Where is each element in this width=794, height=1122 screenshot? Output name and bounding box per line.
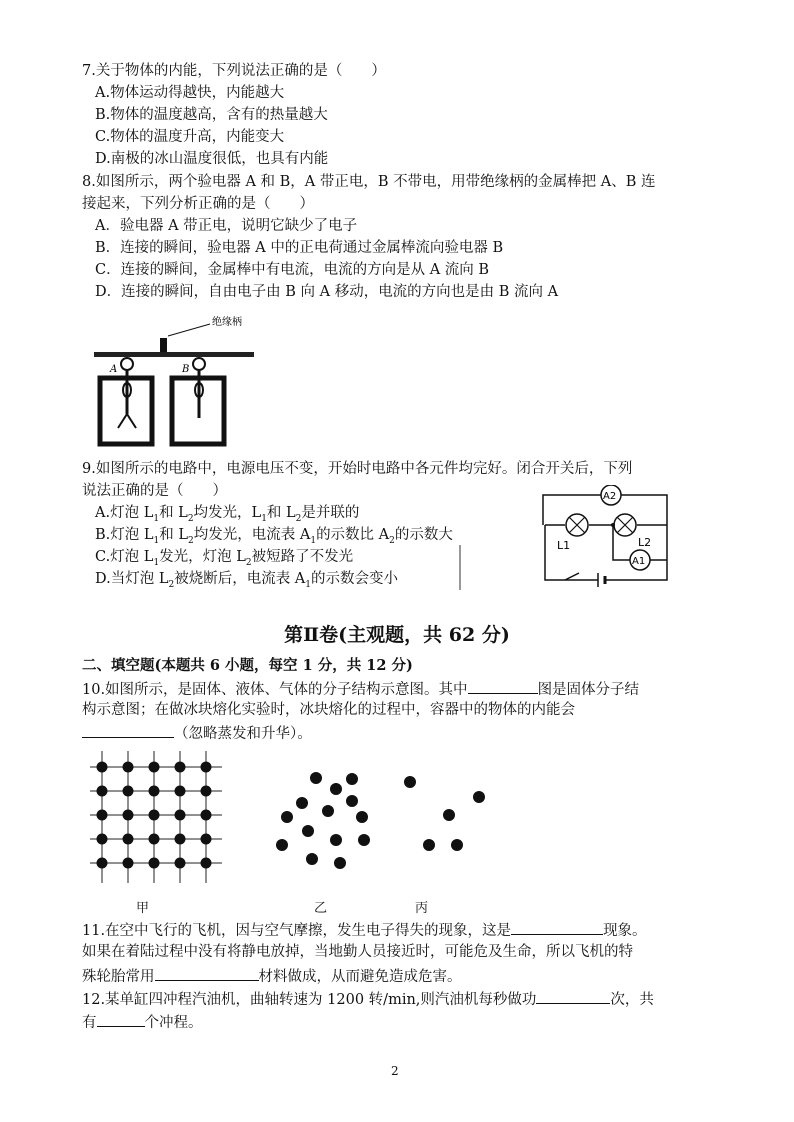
q10-blank-1[interactable]: [468, 677, 538, 694]
lattice-molecule: [175, 858, 186, 869]
q12-line2: 有 个冲程。: [82, 1010, 203, 1034]
q8-option-c: C．连接的瞬间，金属棒中有电流，电流的方向是从 A 流向 B: [95, 262, 490, 278]
q10-line1: 10.如图所示，是固体、液体、气体的分子结构示意图。其中 图是固体分子结: [82, 677, 639, 701]
metal-rod: [94, 352, 254, 357]
q9-option-a: A.灯泡 $L_1$和 $L_2$均发光，$L_1$和 $L_2$是并联的: [95, 505, 360, 524]
q8-option-d: D．连接的瞬间，自由电子由 B 向 A 移动，电流的方向也是由 B 流向 A: [95, 284, 559, 300]
q8-option-b: B．连接的瞬间，验电器 A 中的正电荷通过金属棒流向验电器 B: [95, 240, 504, 256]
figure-label-yi: 乙: [314, 901, 328, 916]
lattice-molecule: [123, 810, 134, 821]
lattice-molecule: [175, 834, 186, 845]
q9-stem-line2: 说法正确的是（ ）: [82, 483, 227, 499]
lattice-molecule: [149, 810, 160, 821]
lattice-molecule: [175, 810, 186, 821]
q8-option-a: A．验电器 A 带正电，说明它缺少了电子: [95, 218, 358, 234]
lattice-molecule: [175, 786, 186, 797]
lattice-molecule: [123, 858, 134, 869]
section-heading-fill-in: 二、填空题(本题共 6 小题，每空 1 分，共 12 分): [82, 657, 413, 674]
lattice-molecule: [201, 786, 212, 797]
q10-line2: 构示意图；在做冰块熔化实验时，冰块熔化的过程中，容器中的物体的内能会: [82, 702, 575, 718]
lattice-molecule: [201, 834, 212, 845]
q11-line2: 如果在着陆过程中没有将静电放掉，当地勤人员接近时，可能危及生命，所以飞机的特: [82, 944, 633, 960]
q9-option-d: D.当灯泡 $L_2$被烧断后，电流表 $A_1$的示数会变小: [95, 571, 399, 590]
q7-option-a: A.物体运动得越快，内能越大: [95, 85, 285, 101]
circuit-figure: [455, 485, 685, 590]
q10-blank-2[interactable]: [82, 721, 174, 738]
gas-molecules: [404, 776, 485, 851]
lattice-molecule: [123, 786, 134, 797]
page-number: 2: [391, 1064, 399, 1078]
q7-option-c: C.物体的温度升高，内能变大: [95, 129, 285, 145]
lattice-molecule: [149, 762, 160, 773]
q9-option-c: C.灯泡 $L_1$发光，灯泡 $L_2$被短路了不发光: [95, 549, 354, 568]
q12-blank-1[interactable]: [536, 987, 610, 1004]
lattice-molecule: [149, 834, 160, 845]
q12-line1: 12.某单缸四冲程汽油机，曲轴转速为 1200 转/min,则汽油机每秒做功 次，共: [82, 987, 654, 1011]
electroscope-figure: [88, 310, 268, 452]
q9-stem-line1: 9.如图所示的电路中，电源电压不变，开始时电路中各元件均完好。闭合开关后，下列: [82, 461, 633, 477]
insulating-handle-label: 绝缘柄: [212, 317, 242, 328]
electroscope-b-label: B: [182, 364, 190, 375]
svg-text:L2: L2: [638, 536, 652, 549]
lattice-molecule: [97, 762, 108, 773]
q11-blank-1[interactable]: [511, 918, 603, 935]
figure-label-jia: 甲: [136, 901, 150, 916]
liquid-molecules: [276, 772, 370, 869]
q11-blank-2[interactable]: [155, 964, 259, 981]
q8-stem-line1: 8.如图所示，两个验电器 A 和 B，A 带正电，B 不带电，用带绝缘柄的金属棒把 A、B 连: [82, 174, 656, 190]
lattice-molecule: [149, 858, 160, 869]
lattice-molecule: [201, 810, 212, 821]
lattice-molecule: [123, 834, 134, 845]
insulating-handle: [160, 338, 167, 352]
svg-text:A2: A2: [603, 491, 617, 502]
q8-stem-line2: 接起来，下列分析正确的是（ ）: [82, 196, 314, 212]
q9-option-b: B.灯泡 $L_1$和 $L_2$均发光，电流表 $A_1$的示数比 $A_2$的示数大: [95, 527, 453, 546]
svg-text:A1: A1: [632, 556, 646, 567]
part2-title: 第Ⅱ卷(主观题，共 62 分): [284, 624, 510, 646]
lattice-molecule: [97, 858, 108, 869]
q7-option-d: D.南极的冰山温度很低，也具有内能: [95, 151, 329, 167]
q12-blank-2[interactable]: [97, 1010, 145, 1027]
switch: [565, 573, 579, 580]
figure-label-bing: 丙: [415, 901, 429, 916]
q7-option-b: B.物体的温度越高，含有的热量越大: [95, 107, 328, 123]
svg-text:L1: L1: [557, 539, 571, 552]
lattice-molecule: [149, 786, 160, 797]
lattice-molecule: [175, 762, 186, 773]
molecule-figure: [82, 745, 502, 895]
q11-line1: 11.在空中飞行的飞机，因与空气摩擦，发生电子得失的现象，这是 现象。: [82, 918, 647, 942]
lattice-molecule: [201, 858, 212, 869]
electroscope-a-label: A: [110, 364, 118, 375]
q10-line3: （忽略蒸发和升华）。: [82, 721, 312, 745]
lattice-molecule: [97, 810, 108, 821]
q11-line3: 殊轮胎常用 材料做成，从而避免造成危害。: [82, 964, 462, 988]
lattice-molecule: [97, 786, 108, 797]
lattice-molecule: [123, 762, 134, 773]
lattice-molecule: [201, 762, 212, 773]
lattice-molecule: [97, 834, 108, 845]
q7-stem: 7.关于物体的内能，下列说法正确的是（ ）: [82, 63, 386, 79]
